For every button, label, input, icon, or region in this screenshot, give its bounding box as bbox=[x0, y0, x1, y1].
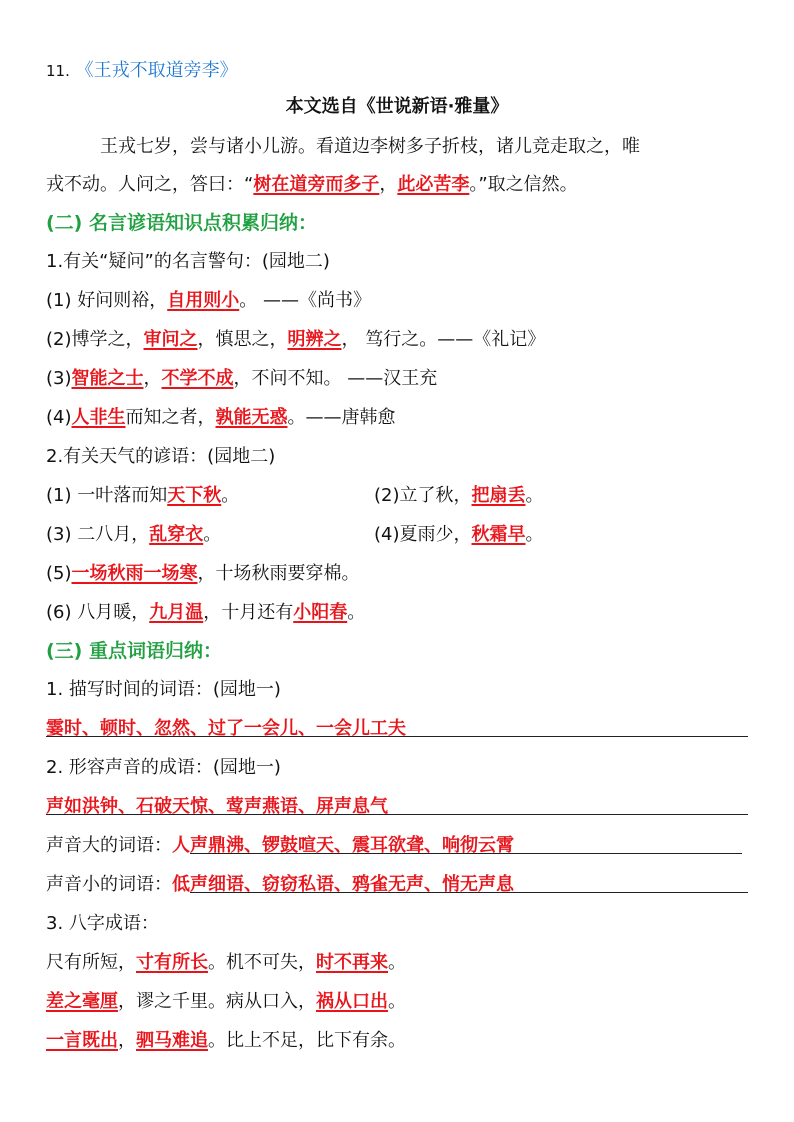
text: 。 bbox=[525, 485, 544, 506]
story-paragraph-line-2 bbox=[46, 172, 748, 198]
answer-underline bbox=[46, 814, 748, 815]
text: 。 bbox=[388, 991, 406, 1012]
answer: 孰能无惑 bbox=[215, 407, 288, 428]
answer: 人声鼎沸、锣鼓喧天、震耳欲聋、响彻云霄 bbox=[172, 835, 514, 856]
answer-underline bbox=[46, 736, 748, 737]
answer: 把扇丢 bbox=[471, 485, 526, 506]
answer: 乱穿衣 bbox=[149, 524, 204, 545]
answer: 差之毫厘 bbox=[46, 991, 118, 1012]
label: 声音大的词语： bbox=[46, 835, 172, 856]
sound-words-title: 2. 形容声音的成语：(园地一) bbox=[46, 757, 281, 778]
text: ， bbox=[379, 174, 398, 195]
weather-row-4 bbox=[46, 600, 748, 626]
text: 。——唐韩愈 bbox=[287, 407, 396, 428]
text: ， bbox=[143, 368, 162, 389]
text: (3) 二八月， bbox=[46, 524, 150, 545]
text: 。机不可失， bbox=[208, 952, 316, 973]
text: 。 bbox=[203, 524, 222, 545]
answer: 寸有所长 bbox=[136, 952, 208, 973]
text: 。 bbox=[347, 602, 366, 623]
eight-char-title: 3. 八字成语： bbox=[46, 913, 159, 934]
text: 戎不动。人问之，答曰：“ bbox=[46, 174, 254, 195]
label: 声音小的词语： bbox=[46, 874, 172, 895]
answer: 审问之 bbox=[143, 329, 198, 350]
quote-1 bbox=[46, 288, 748, 314]
text: 。 ——《尚书》 bbox=[239, 290, 371, 311]
text: 。”取之信然。 bbox=[469, 174, 578, 195]
time-words-title: 1. 描写时间的词语：(园地一) bbox=[46, 679, 281, 700]
story-title: 《王戎不取道旁李》 bbox=[75, 60, 238, 81]
weather-row-2 bbox=[46, 522, 748, 548]
text: ，十场秋雨要穿棉。 bbox=[197, 563, 360, 584]
answer: 一言既出 bbox=[46, 1030, 118, 1051]
section-2-heading: (二) 名言谚语知识点积累归纳： bbox=[46, 212, 317, 234]
answer: 树在道旁而多子 bbox=[253, 174, 380, 195]
quote-4 bbox=[46, 405, 748, 431]
answer-underline bbox=[190, 892, 748, 893]
answer: 时不再来 bbox=[316, 952, 388, 973]
text: ， 笃行之。——《礼记》 bbox=[341, 329, 546, 350]
text: 。 bbox=[388, 952, 406, 973]
text: (5) bbox=[46, 563, 72, 584]
quotes-title: 1.有关“疑问”的名言警句：(园地二) bbox=[46, 251, 330, 272]
story-number: 11. bbox=[46, 62, 70, 80]
answer: 祸从口出 bbox=[316, 991, 388, 1012]
story-title-line bbox=[46, 58, 748, 84]
answer: 天下秋 bbox=[167, 485, 222, 506]
section-3-heading: (三) 重点词语归纳： bbox=[46, 640, 222, 662]
quiet-words-line bbox=[46, 872, 748, 898]
text: ，谬之千里。病从口入， bbox=[118, 991, 316, 1012]
answer: 此必苦李 bbox=[397, 174, 470, 195]
time-words-answer: 霎时、顿时、忽然、过了一会儿、一会儿工夫 bbox=[46, 718, 406, 739]
answer: 自用则小 bbox=[167, 290, 240, 311]
answer: 明辨之 bbox=[287, 329, 342, 350]
weather-row-1 bbox=[46, 483, 748, 509]
text: ， bbox=[118, 1030, 136, 1051]
text: ，慎思之， bbox=[197, 329, 288, 350]
answer-underline bbox=[190, 853, 742, 854]
weather-item-2 bbox=[374, 483, 544, 509]
answer: 不学不成 bbox=[161, 368, 234, 389]
answer: 人非生 bbox=[71, 407, 126, 428]
text: 。 bbox=[221, 485, 240, 506]
story-source: 本文选自《世说新语·雅量》 bbox=[285, 96, 509, 117]
answer: 九月温 bbox=[149, 602, 204, 623]
idiom-line-2 bbox=[46, 989, 748, 1015]
answer: 驷马难追 bbox=[136, 1030, 208, 1051]
answer: 低声细语、窃窃私语、鸦雀无声、悄无声息 bbox=[172, 874, 514, 895]
weather-title: 2.有关天气的谚语：(园地二) bbox=[46, 446, 276, 467]
text: (4)夏雨少， bbox=[374, 524, 472, 545]
weather-item-4 bbox=[374, 522, 544, 548]
quote-2 bbox=[46, 327, 748, 353]
quote-3 bbox=[46, 366, 748, 392]
sound-words-answer: 声如洪钟、石破天惊、莺声燕语、屏声息气 bbox=[46, 796, 388, 817]
answer: 秋霜早 bbox=[471, 524, 526, 545]
weather-row-3 bbox=[46, 561, 748, 587]
text: (1) 好问则裕， bbox=[46, 290, 168, 311]
text: 。 bbox=[525, 524, 544, 545]
story-paragraph-line-1: 王戎七岁，尝与诸小儿游。看道边李树多子折枝，诸儿竞走取之，唯 bbox=[100, 136, 640, 157]
text: 。比上不足，比下有余。 bbox=[208, 1030, 406, 1051]
idiom-line-3 bbox=[46, 1028, 748, 1054]
text: (2)立了秋， bbox=[374, 485, 472, 506]
text: 尺有所短， bbox=[46, 952, 136, 973]
answer: 一场秋雨一场寒 bbox=[71, 563, 198, 584]
idiom-line-1 bbox=[46, 950, 748, 976]
text: ，十月还有 bbox=[203, 602, 294, 623]
text: (3) bbox=[46, 368, 72, 389]
text: (2)博学之， bbox=[46, 329, 144, 350]
text: (6) 八月暖， bbox=[46, 602, 150, 623]
text: ，不问不知。 ——汉王充 bbox=[233, 368, 438, 389]
loud-words-line bbox=[46, 833, 748, 859]
text: 而知之者， bbox=[125, 407, 216, 428]
answer: 智能之士 bbox=[71, 368, 144, 389]
text: (1) 一叶落而知 bbox=[46, 485, 168, 506]
answer: 小阳春 bbox=[293, 602, 348, 623]
text: (4) bbox=[46, 407, 72, 428]
